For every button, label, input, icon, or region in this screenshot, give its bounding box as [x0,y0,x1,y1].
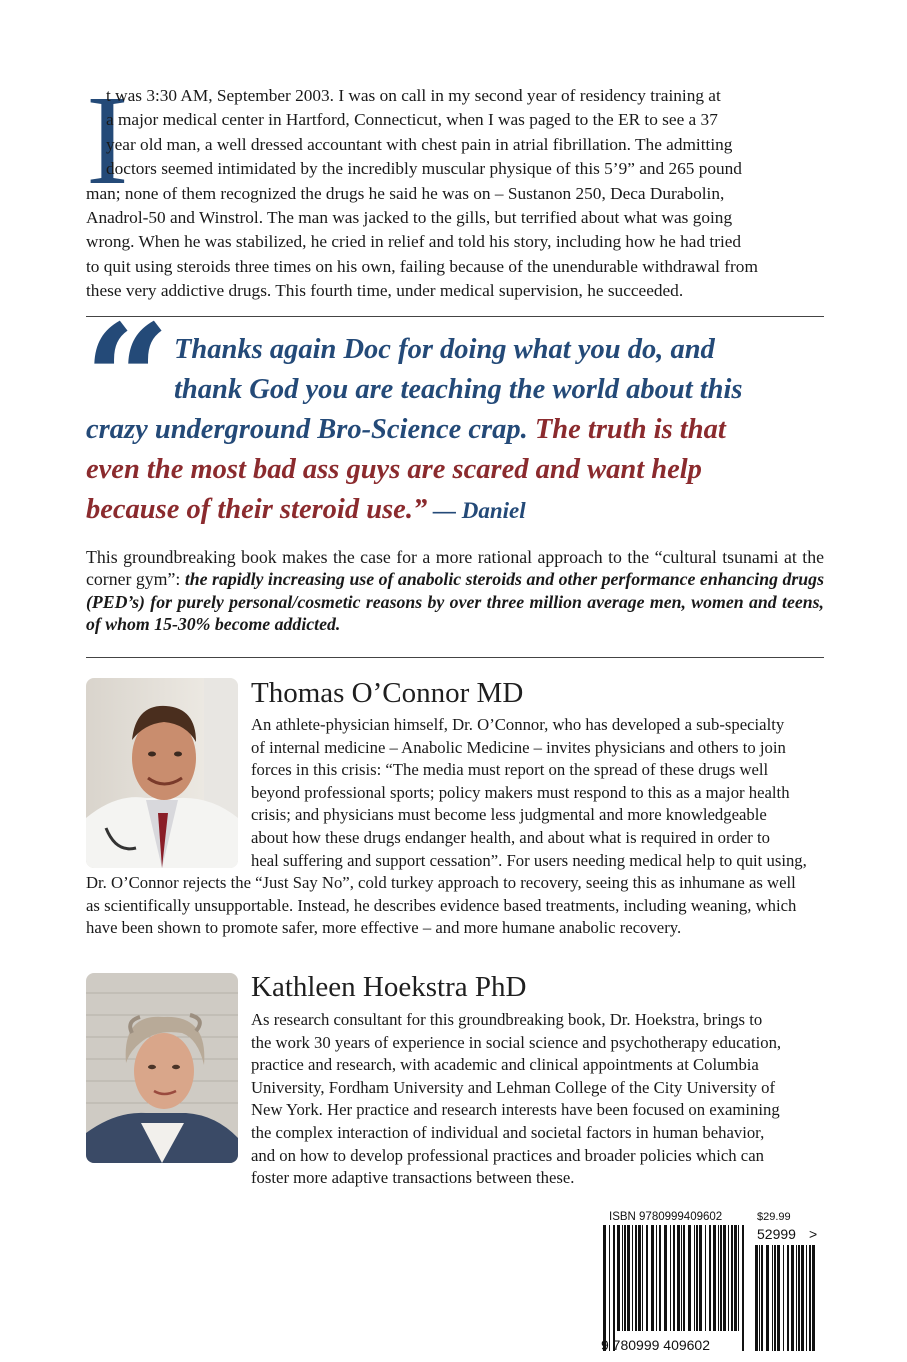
quote-line-1: Thanks again Doc for doing what you do, and [174,334,715,365]
bio-line: practice and research, with academic and clinical appointments at Columbia [251,1055,759,1075]
barcode-bar [742,1225,744,1351]
intro-line: Anadrol-50 and Winstrol. The man was jacked to the gills, but terrified about what was going [86,208,733,228]
bio-line: of internal medicine – Anabolic Medicine – invites physicians and others to join [251,737,786,757]
blurb-text: This groundbreaking book makes the case for a more rational approach to the “cultural tsunami at the corner gym”: [86,547,824,590]
quote-attribution: — Daniel [427,498,526,523]
barcode-bar [783,1245,784,1351]
quote-line-3-red: The truth is that [534,414,726,445]
barcode-bar [603,1225,606,1351]
quote-mark-icon: “ [84,292,171,468]
bio-line: An athlete-physician himself, Dr. O’Connor, who has developed a sub-specialty [251,715,785,734]
intro-line: to quit using steroids three times on his own, failing because of the unendurable withdrawal from [86,256,758,276]
blurb-emphasis: the rapidly increasing use of anabolic steroids and other performance enhancing drugs (PED’s) for purely personal/cosmetic reasons by over three million average men, women and teens, of whom 15-30% become addicted. [86,569,824,634]
barcode-bar [806,1245,807,1351]
bio-line: beyond professional sports; policy makers must respond to this as a major health [251,782,790,802]
intro-line: man; none of them recognized the drugs he said he was on – Sustanon 250, Deca Durabolin, [86,183,725,203]
divider-middle [86,657,824,658]
bio-line: crisis; and physicians must become less judgmental and more knowledgeable [251,805,767,825]
barcode-bar [759,1245,760,1351]
intro-line: year old man, a well dressed accountant with chest pain in atrial fibrillation. The admitting [106,134,733,154]
barcode-bar [766,1245,769,1351]
testimonial-quote [86,330,826,531]
intro-line: t was 3:30 AM, September 2003. I was on call in my second year of residency training at [106,86,721,105]
bio-line: have been shown to promote safer, more effective – and more humane anabolic recovery. [86,918,682,938]
quote-line-5-text: because of their steroid use.” [86,494,428,525]
barcode-bar [761,1245,763,1351]
intro-paragraph [86,69,820,304]
author-photo-hoekstra [86,973,238,1163]
drop-cap: I [86,69,129,211]
barcode-bar [613,1225,615,1351]
bio-line: forces in this crisis: “The media must report on the spread of these drugs well [251,760,769,780]
quote-line-2: thank God you are teaching the world about this [174,374,743,405]
barcode-bar [798,1245,800,1351]
bio-line: foster more adaptive transactions between these. [251,1168,575,1188]
barcode-bar [796,1245,797,1351]
barcode-bar [772,1245,773,1351]
ean-digits: 9 780999 409602 [601,1337,710,1353]
barcode-bar [755,1245,758,1351]
bio-line: Dr. O’Connor rejects the “Just Say No”, cold turkey approach to recovery, seeing this as inhumane as well [86,873,796,893]
price-label: $29.99 [757,1211,791,1223]
bio-line: heal suffering and support cessation”. For users needing medical help to quit using, [251,850,807,870]
intro-line: these very addictive drugs. This fourth time, under medical supervision, he succeeded. [86,281,684,301]
author-bio-oconnor [86,714,824,940]
price-code: 52999 [757,1226,796,1242]
bio-line: the complex interaction of individual and societal factors in human behavior, [251,1122,765,1142]
quote-line-3 [86,410,826,450]
intro-line: a major medical center in Hartford, Connecticut, when I was paged to the ER to see a 37 [106,110,718,130]
book-blurb [86,546,824,635]
quote-line-3-blue: crazy underground Bro-Science crap. [86,414,535,445]
barcode-bar [809,1245,811,1351]
isbn-barcode [599,1207,825,1357]
price-arrow: > [809,1226,818,1242]
quote-line-4: even the most bad ass guys are scared and want help [86,454,702,485]
divider-top [86,316,824,317]
bio-line: New York. Her practice and research interests have been focused on examining [251,1100,780,1120]
bio-line: as scientifically unsupportable. Instead, he describes evidence based treatments, including weaning, which [86,895,797,915]
bio-line: As research consultant for this groundbreaking book, Dr. Hoekstra, brings to [251,1010,763,1029]
barcode-bar [812,1245,815,1351]
barcode-bar [777,1245,780,1351]
barcode-bar [791,1245,794,1351]
bio-line: University, Fordham University and Lehman College of the City University of [251,1077,776,1097]
bio-line: about how these drugs endanger health, and about what is required in order to [251,827,771,847]
bio-line: the work 30 years of experience in social science and psychotherapy education, [251,1032,782,1052]
author-name-hoekstra: Kathleen Hoekstra PhD [251,971,527,1003]
intro-line: wrong. When he was stabilized, he cried in relief and told his story, including how he had tried [86,232,742,252]
author-bio-hoekstra [251,1009,824,1190]
isbn-label: ISBN 9780999409602 [609,1211,723,1223]
author-name-oconnor: Thomas O’Connor MD [251,677,524,709]
intro-line: doctors seemed intimidated by the incredibly muscular physique of this 5’9” and 265 pound [106,159,742,179]
barcode-bar [787,1245,789,1351]
bio-line: and on how to develop professional practices and broader policies which can [251,1145,764,1165]
barcode-bar [774,1245,776,1351]
quote-line-5 [86,490,826,531]
barcode-bar [609,1225,610,1351]
barcode-bar [801,1245,804,1351]
